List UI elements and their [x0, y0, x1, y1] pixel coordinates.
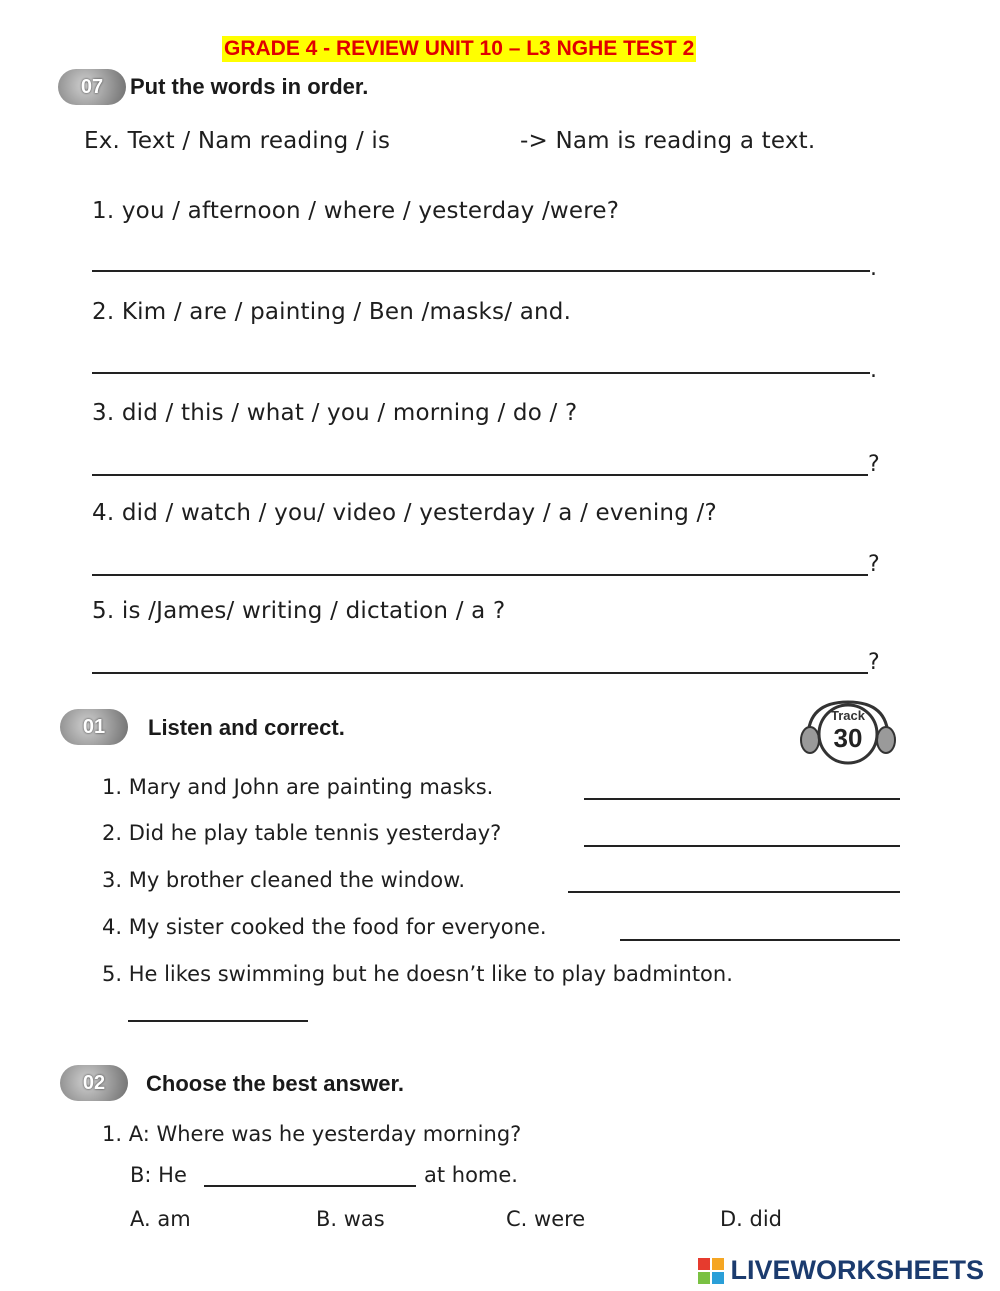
order-item-1: 1. you / afternoon / where / yesterday /were? [92, 198, 620, 224]
answer-line-2[interactable] [92, 372, 870, 374]
choose-answer-blank[interactable] [204, 1185, 416, 1187]
choose-question-b-end: at home. [424, 1163, 518, 1187]
page-title: GRADE 4 - REVIEW UNIT 10 – L3 NGHE TEST 2 [224, 37, 695, 60]
track-badge[interactable] [800, 696, 896, 768]
track-label: Track [831, 708, 865, 723]
answer-line-1[interactable] [92, 270, 870, 272]
example-answer: -> Nam is reading a text. [520, 128, 816, 154]
section-heading-choose: Choose the best answer. [146, 1071, 404, 1096]
answer-line-5[interactable] [92, 672, 868, 674]
section-heading-put-words: Put the words in order. [130, 74, 369, 99]
listen-answer-line-5[interactable] [128, 1020, 308, 1022]
option-a[interactable]: A. am [130, 1207, 191, 1231]
order-item-4: 4. did / watch / you/ video / yesterday / a / evening /? [92, 500, 717, 526]
answer-end-3: ? [868, 452, 880, 477]
liveworksheets-brand[interactable] [698, 1255, 984, 1286]
example-prompt: Ex. Text / Nam reading / is [84, 128, 391, 154]
answer-end-1: . [870, 256, 877, 281]
listen-item-3: 3. My brother cleaned the window. [102, 868, 466, 892]
track-number: 30 [833, 723, 863, 753]
order-item-2: 2. Kim / are / painting / Ben /masks/ and. [92, 299, 572, 325]
brand-text: LIVEWORKSHEETS [730, 1255, 984, 1285]
answer-line-4[interactable] [92, 574, 868, 576]
listen-answer-line-1[interactable] [584, 798, 900, 800]
listen-item-4: 4. My sister cooked the food for everyone. [102, 915, 547, 939]
liveworksheets-logo-icon [698, 1258, 724, 1284]
section-heading-listen: Listen and correct. [148, 715, 345, 740]
section-badge-listen: 01 [60, 709, 128, 745]
choose-question-a: 1. A: Where was he yesterday morning? [102, 1122, 522, 1146]
section-badge-put-words: 07 [58, 69, 126, 105]
order-item-3: 3. did / this / what / you / morning / do / ? [92, 400, 578, 426]
listen-item-2: 2. Did he play table tennis yesterday? [102, 821, 502, 845]
option-c[interactable]: C. were [506, 1207, 586, 1231]
listen-item-5: 5. He likes swimming but he doesn’t like to play badminton. [102, 962, 733, 986]
listen-answer-line-4[interactable] [620, 939, 900, 941]
answer-end-2: . [870, 358, 877, 383]
option-d[interactable]: D. did [720, 1207, 783, 1231]
listen-item-1: 1. Mary and John are painting masks. [102, 775, 494, 799]
listen-answer-line-2[interactable] [584, 845, 900, 847]
choose-question-b-start: B: He [130, 1163, 187, 1187]
listen-answer-line-3[interactable] [568, 891, 900, 893]
section-badge-choose: 02 [60, 1065, 128, 1101]
option-b[interactable]: B. was [316, 1207, 385, 1231]
answer-end-5: ? [868, 650, 880, 675]
answer-end-4: ? [868, 552, 880, 577]
order-item-5: 5. is /James/ writing / dictation / a ? [92, 598, 506, 624]
answer-line-3[interactable] [92, 474, 868, 476]
